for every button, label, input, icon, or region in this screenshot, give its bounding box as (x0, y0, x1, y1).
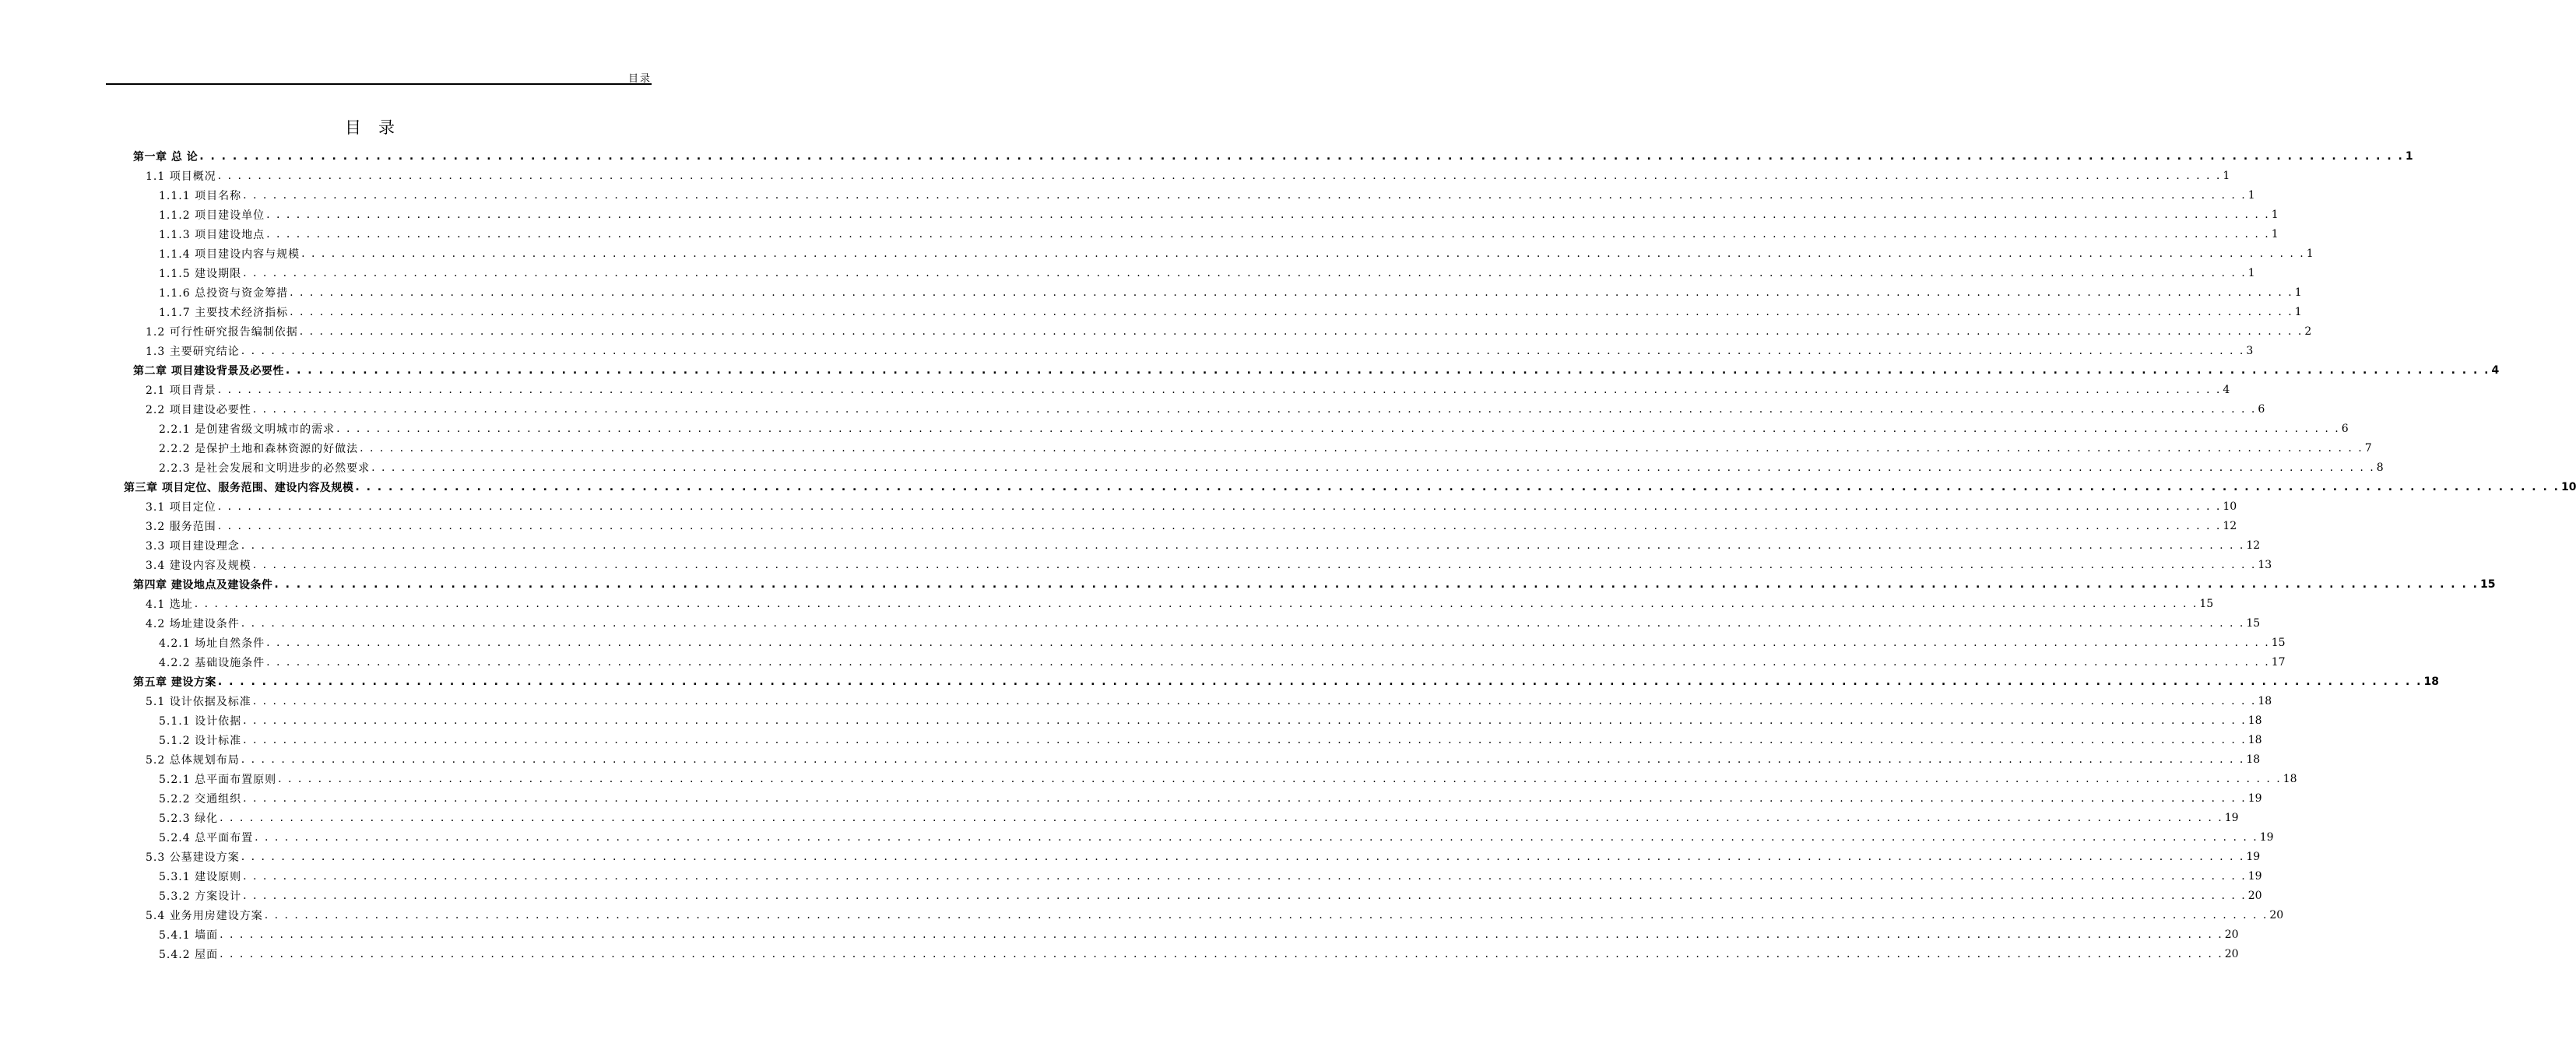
toc-entry[interactable] (159, 302, 2302, 321)
toc-entry-label: 第一章 总 论 (133, 150, 199, 163)
toc-entry-label: 3.2 服务范围 (146, 520, 216, 533)
toc-entry[interactable] (159, 224, 2279, 244)
toc-entry-label: 1.1.1 项目名称 (159, 189, 242, 202)
dot-leader: . . . . . . . . . . . . . . . . . . . . . . . . . . . . . . . . . . . . . . . . . . . . . . . . . . . . . . . . . . . . . . . . . . . . . . . . . . . . . . . . . . . . . . . . . . . . . . . . . . . . . . . . . . . . . . . . . . . . . . . . . . . . . . . . . . . . . . . . . . . . . . . . . . . . . . . . . . . . . . . . . . . . . . . . . . . . . . . . . . . . . . . . . . . . . . . . . . . . . . . . (290, 305, 2293, 318)
toc-entry[interactable] (146, 905, 2284, 925)
toc-entry[interactable] (159, 283, 2302, 302)
toc-entry[interactable] (159, 886, 2262, 905)
toc-entry[interactable] (159, 944, 2239, 964)
toc-entry-page: 8 (2376, 461, 2384, 474)
toc-entry-page: 1 (2223, 169, 2230, 182)
toc-entry-label: 5.1 设计依据及标准 (146, 695, 251, 708)
toc-entry-page: 4 (2223, 383, 2230, 396)
toc-entry[interactable] (146, 555, 2272, 574)
dot-leader: . . . . . . . . . . . . . . . . . . . . . . . . . . . . . . . . . . . . . . . . . . . . . . . . . . . . . . . . . . . . . . . . . . . . . . . . . . . . . . . . . . . . . . . . . . . . . . . . . . . . . . . . . . . . . . . . . . . . . . . . . . . . . . . . . . . . . . . . . . . . . . . . . . . . . . . . . . . . . . . . . . . . . . . . . . . . . . . . . . . . . . . . . . . . . . . . . . . . . . . . (243, 792, 2247, 805)
toc-entry-label: 1.1 项目概况 (146, 170, 216, 183)
toc-entry[interactable] (133, 146, 2413, 166)
dot-leader: . . . . . . . . . . . . . . . . . . . . . . . . . . . . . . . . . . . . . . . . . . . . . . . . . . . . . . . . . . . . . . . . . . . . . . . . . . . . . . . . . . . . . . . . . . . . . . . . . . . . . . . . . . . . . . . . . . . . . . . . . . . . . . . . . . . . . . . . . . . . . . . . . . . . . . . . . . . . . . . . . . . . . . . . . . . . . . . . . . . . . . . . . . . . . . . . . . . . . . . . (220, 947, 2223, 960)
toc-entry[interactable] (146, 749, 2261, 769)
toc-entry-page: 19 (2224, 811, 2239, 824)
toc-entry[interactable] (133, 672, 2439, 691)
toc-entry-page: 17 (2271, 655, 2286, 669)
dot-leader: . . . . . . . . . . . . . . . . . . . . . . . . . . . . . . . . . . . . . . . . . . . . . . . . . . . . . . . . . . . . . . . . . . . . . . . . . . . . . . . . . . . . . . . . . . . . . . . . . . . . . . . . . . . . . . . . . . . . . . . . . . . . . . . . . . . . . . . . . . . . . . . . . . . . . . . . . . . . . . . . . . . . . . . . . . . . . . . . . . . . . . . . . . . . . . . . . . . . . . . . (255, 830, 2258, 844)
toc-entry[interactable] (146, 166, 2230, 185)
toc-entry-page: 18 (2247, 733, 2262, 746)
dot-leader: . . . . . . . . . . . . . . . . . . . . . . . . . . . . . . . . . . . . . . . . . . . . . . . . . . . . . . . . . . . . . . . . . . . . . . . . . . . . . . . . . . . . . . . . . . . . . . . . . . . . . . . . . . . . . . . . . . . . . . . . . . . . . . . . . . . . . . . . . . . . . . . . . . . . . . . . . . . . . . . . . . . . . . . . . . . . . . . . . . . . . . . . . . . . . . . . . . . . . . . . (241, 616, 2245, 630)
toc-entry-label: 5.1.1 设计依据 (159, 714, 242, 728)
toc-entry-page: 1 (2247, 266, 2255, 279)
toc-entry[interactable] (146, 380, 2230, 399)
toc-entry-label: 2.2.3 是社会发展和文明进步的必然要求 (159, 462, 371, 475)
dot-leader: . . . . . . . . . . . . . . . . . . . . . . . . . . . . . . . . . . . . . . . . . . . . . . . . . . . . . . . . . . . . . . . . . . . . . . . . . . . . . . . . . . . . . . . . . . . . . . . . . . . . . . . . . . . . . . . . . . . . . . . . . . . . . . . . . . . . . . . . . . . . . . . . . . . . . . . . . . . . . . . . . . . . . . . . . . . . . . . . . . . . . . . . . . . . . . . . . . . . . . . . (243, 266, 2247, 279)
toc-title: 目录 (345, 118, 412, 137)
toc-entry[interactable] (146, 594, 2214, 613)
toc-entry[interactable] (146, 497, 2237, 516)
toc-entry-label: 4.2.2 基础设施条件 (159, 656, 265, 669)
toc-entry[interactable] (133, 360, 2500, 380)
dot-leader: . . . . . . . . . . . . . . . . . . . . . . . . . . . . . . . . . . . . . . . . . . . . . . . . . . . . . . . . . . . . . . . . . . . . . . . . . . . . . . . . . . . . . . . . . . . . . . . . . . . . . . . . . . . . . . . . . . . . . . . . . . . . . . . . . . . . . . . . . . . . . . . . . . . . . . . . . . . . . . . . . . . . . . . . . . . . . . . . . . . . . . . . . . . . . . . . . . . . . . . . (299, 325, 2304, 338)
toc-entry-page: 18 (2247, 714, 2262, 727)
toc-entry[interactable] (159, 827, 2274, 847)
toc-entry-label: 5.4.2 屋面 (159, 948, 219, 961)
toc-entry-page: 1 (2271, 208, 2279, 221)
toc-entry-label: 5.3.1 建设原则 (159, 870, 242, 883)
toc-entry[interactable] (159, 808, 2239, 827)
toc-entry-label: 5.4 业务用房建设方案 (146, 909, 263, 922)
toc-entry-label: 2.2.1 是创建省级文明城市的需求 (159, 423, 336, 436)
toc-entry[interactable] (146, 847, 2261, 866)
toc-entry[interactable] (159, 633, 2286, 652)
toc-entry-label: 1.1.2 项目建设单位 (159, 209, 265, 222)
toc-entry[interactable] (146, 613, 2261, 633)
toc-entry-label: 3.1 项目定位 (146, 500, 216, 514)
toc-entry-label: 5.2.2 交通组织 (159, 792, 242, 806)
toc-entry-label: 5.3.2 方案设计 (159, 890, 242, 903)
toc-entry-page: 19 (2247, 869, 2262, 883)
dot-leader: . . . . . . . . . . . . . . . . . . . . . . . . . . . . . . . . . . . . . . . . . . . . . . . . . . . . . . . . . . . . . . . . . . . . . . . . . . . . . . . . . . . . . . . . . . . . . . . . . . . . . . . . . . . . . . . . . . . . . . . . . . . . . . . . . . . . . . . . . . . . . . . . . . . . . . . . . . . . . . . . . . . . . . . . . . . . . . . . . . . . . . . . . . . . . . . . . . . . . . . . (264, 908, 2268, 921)
dot-leader: . . . . . . . . . . . . . . . . . . . . . . . . . . . . . . . . . . . . . . . . . . . . . . . . . . . . . . . . . . . . . . . . . . . . . . . . . . . . . . . . . . . . . . . . . . . . . . . . . . . . . . . . . . . . . . . . . . . . . . . . . . . . . . . . . . . . . . . . . . . . . . . . . . . . . . . . . . . . . . . . . . . . . . . . . . . . . . . . . . . . . . . . . . . . . . . . . . . . . . . . (266, 636, 2270, 649)
toc-entry-page: 18 (2283, 772, 2297, 785)
dot-leader: . . . . . . . . . . . . . . . . . . . . . . . . . . . . . . . . . . . . . . . . . . . . . . . . . . . . . . . . . . . . . . . . . . . . . . . . . . . . . . . . . . . . . . . . . . . . . . . . . . . . . . . . . . . . . . . . . . . . . . . . . . . . . . . . . . . . . . . . . . . . . . . . . . . . . . . . . . . . . . . . . . . . . . . . . . . . . . . . . . . . . . . . . . . . . . . . . . . . . . . . (243, 733, 2247, 746)
dot-leader: . . . . . . . . . . . . . . . . . . . . . . . . . . . . . . . . . . . . . . . . . . . . . . . . . . . . . . . . . . . . . . . . . . . . . . . . . . . . . . . . . . . . . . . . . . . . . . . . . . . . . . . . . . . . . . . . . . . . . . . . . . . . . . . . . . . . . . . . . . . . . . . . . . . . . . . . . . . . . . . . . . . . . . . . . . . . . . . . . . . . . . . . . . . . . . . . . . . . . . . . (266, 208, 2270, 221)
dot-leader: . . . . . . . . . . . . . . . . . . . . . . . . . . . . . . . . . . . . . . . . . . . . . . . . . . . . . . . . . . . . . . . . . . . . . . . . . . . . . . . . . . . . . . . . . . . . . . . . . . . . . . . . . . . . . . . . . . . . . . . . . . . . . . . . . . . . . . . . . . . . . . . . . . . . . . . . . . . . . . . . . . . . . . . . . . . . . . . . . . . . . . . . . . . . . . . . . . . . . . . . (243, 714, 2247, 727)
toc-entry-label: 2.2 项目建设必要性 (146, 403, 251, 416)
toc-entry-label: 1.1.6 总投资与资金筹措 (159, 286, 289, 300)
toc-entry[interactable] (159, 925, 2239, 944)
dot-leader: . . . . . . . . . . . . . . . . . . . . . . . . . . . . . . . . . . . . . . . . . . . . . . . . . . . . . . . . . . . . . . . . . . . . . . . . . . . . . . . . . . . . . . . . . . . . . . . . . . . . . . . . . . . . . . . . . . . . . . . . . . . . . . . . . . . . . . . . . . . . . . . . . . . . . . . . . . . . . . . . . . . . . . . . . . . . . . . . . . . . . . . . . . . . . . . . . . . . . . . . (266, 655, 2270, 669)
header-rule (106, 83, 652, 85)
toc-entry-label: 5.2 总体规划布局 (146, 753, 240, 767)
toc-entry-label: 5.2.1 总平面布置原则 (159, 773, 277, 786)
toc-entry-page: 6 (2341, 422, 2349, 435)
toc-entry-label: 3.3 项目建设理念 (146, 539, 240, 553)
toc-entry[interactable] (159, 652, 2286, 672)
toc-entry[interactable] (124, 477, 2576, 497)
toc-entry-label: 4.2 场址建设条件 (146, 617, 240, 630)
dot-leader: . . . . . . . . . . . . . . . . . . . . . . . . . . . . . . . . . . . . . . . . . . . . . . . . . . . . . . . . . . . . . . . . . . . . . . . . . . . . . . . . . . . . . . . . . . . . . . . . . . . . . . . . . . . . . . . . . . . . . . . . . . . . . . . . . . . . . . . . . . . . . . . . . . . . . . . . . . . . . . . . . . . . . . . . . . . . . . . . . . . . . . . . . . . . . . . . . . . . . . . . (241, 344, 2245, 357)
toc-entry[interactable] (159, 711, 2262, 730)
toc-entry-page: 4 (2491, 363, 2500, 377)
toc-entry[interactable] (146, 516, 2237, 535)
toc-entry-page: 7 (2364, 441, 2372, 455)
toc-entry[interactable] (146, 341, 2254, 360)
table-of-contents (0, 146, 2576, 964)
toc-entry[interactable] (133, 574, 2496, 594)
toc-entry-page: 18 (2246, 753, 2261, 766)
toc-entry-page: 20 (2224, 928, 2239, 941)
toc-entry-label: 5.2.4 总平面布置 (159, 831, 254, 844)
dot-leader: . . . . . . . . . . . . . . . . . . . . . . . . . . . . . . . . . . . . . . . . . . . . . . . . . . . . . . . . . . . . . . . . . . . . . . . . . . . . . . . . . . . . . . . . . . . . . . . . . . . . . . . . . . . . . . . . . . . . . . . . . . . . . . . . . . . . . . . . . . . . . . . . . . . . . . . . . . . . . . . . . . . . . . . . . . . . . . . . . . . . . . . . . . . . . . . . . . . . . . . . (274, 577, 2479, 591)
toc-entry[interactable] (146, 691, 2272, 711)
toc-entry-page: 13 (2258, 558, 2272, 571)
toc-entry-label: 1.1.7 主要技术经济指标 (159, 306, 289, 319)
dot-leader: . . . . . . . . . . . . . . . . . . . . . . . . . . . . . . . . . . . . . . . . . . . . . . . . . . . . . . . . . . . . . . . . . . . . . . . . . . . . . . . . . . . . . . . . . . . . . . . . . . . . . . . . . . . . . . . . . . . . . . . . . . . . . . . . . . . . . . . . . . . . . . . . . . . . . . . . . . . . . . . . . . . . . . . . . . . . . . . . . . . . . . . . . . . . . . . . . . . . . . . . (243, 869, 2247, 883)
toc-entry-label: 1.2 可行性研究报告编制依据 (146, 325, 298, 339)
dot-leader: . . . . . . . . . . . . . . . . . . . . . . . . . . . . . . . . . . . . . . . . . . . . . . . . . . . . . . . . . . . . . . . . . . . . . . . . . . . . . . . . . . . . . . . . . . . . . . . . . . . . . . . . . . . . . . . . . . . . . . . . . . . . . . . . . . . . . . . . . . . . . . . . . . . . . . . . . . . . . . . . . . . . . . . . . . . . . . . . . . . . . . . . . . . . . . . . . . . . . . . . (220, 811, 2223, 824)
toc-entry-label: 5.1.2 设计标准 (159, 734, 242, 747)
toc-entry-page: 19 (2259, 830, 2274, 844)
toc-entry-page: 18 (2423, 675, 2439, 688)
dot-leader: . . . . . . . . . . . . . . . . . . . . . . . . . . . . . . . . . . . . . . . . . . . . . . . . . . . . . . . . . . . . . . . . . . . . . . . . . . . . . . . . . . . . . . . . . . . . . . . . . . . . . . . . . . . . . . . . . . . . . . . . . . . . . . . . . . . . . . . . . . . . . . . . . . . . . . . . . . . . . . . . . . . . . . . . . . . . . . . . . . . . . . . . . . . . . . . . . . . . . . . . (285, 363, 2490, 377)
dot-leader: . . . . . . . . . . . . . . . . . . . . . . . . . . . . . . . . . . . . . . . . . . . . . . . . . . . . . . . . . . . . . . . . . . . . . . . . . . . . . . . . . . . . . . . . . . . . . . . . . . . . . . . . . . . . . . . . . . . . . . . . . . . . . . . . . . . . . . . . . . . . . . . . . . . . . . . . . . . . . . . . . . . . . . . . . . . . . . . . . . . . . . . . . . . . . . . . . . . . . . . . (217, 500, 2222, 513)
toc-entry-page: 20 (2269, 908, 2284, 921)
toc-entry[interactable] (159, 205, 2279, 224)
toc-entry-label: 第二章 项目建设背景及必要性 (133, 364, 284, 377)
toc-entry-label: 1.1.3 项目建设地点 (159, 228, 265, 241)
dot-leader: . . . . . . . . . . . . . . . . . . . . . . . . . . . . . . . . . . . . . . . . . . . . . . . . . . . . . . . . . . . . . . . . . . . . . . . . . . . . . . . . . . . . . . . . . . . . . . . . . . . . . . . . . . . . . . . . . . . . . . . . . . . . . . . . . . . . . . . . . . . . . . . . . . . . . . . . . . . . . . . . . . . . . . . . . . . . . . . . . . . . . . . . . . . . . . . . . . . . . . . . (217, 675, 2423, 688)
dot-leader: . . . . . . . . . . . . . . . . . . . . . . . . . . . . . . . . . . . . . . . . . . . . . . . . . . . . . . . . . . . . . . . . . . . . . . . . . . . . . . . . . . . . . . . . . . . . . . . . . . . . . . . . . . . . . . . . . . . . . . . . . . . . . . . . . . . . . . . . . . . . . . . . . . . . . . . . . . . . . . . . . . . . . . . . . . . . . . . . . . . . . . . . . . . . . . . . . . . . . . . . (336, 422, 2340, 435)
toc-entry-label: 第三章 项目定位、服务范围、建设内容及规模 (124, 481, 354, 494)
toc-entry[interactable] (146, 321, 2312, 341)
toc-entry-label: 1.3 主要研究结论 (146, 345, 240, 358)
dot-leader: . . . . . . . . . . . . . . . . . . . . . . . . . . . . . . . . . . . . . . . . . . . . . . . . . . . . . . . . . . . . . . . . . . . . . . . . . . . . . . . . . . . . . . . . . . . . . . . . . . . . . . . . . . . . . . . . . . . . . . . . . . . . . . . . . . . . . . . . . . . . . . . . . . . . . . . . . . . . . . . . . . . . . . . . . . . . . . . . . . . . . . . . . . . . . . . . . . . . . . . . (241, 539, 2245, 552)
dot-leader: . . . . . . . . . . . . . . . . . . . . . . . . . . . . . . . . . . . . . . . . . . . . . . . . . . . . . . . . . . . . . . . . . . . . . . . . . . . . . . . . . . . . . . . . . . . . . . . . . . . . . . . . . . . . . . . . . . . . . . . . . . . . . . . . . . . . . . . . . . . . . . . . . . . . . . . . . . . . . . . . . . . . . . . . . . . . . . . . . . . . . . . . . . . . . . . . . . . . . . . . (371, 461, 2375, 474)
dot-leader: . . . . . . . . . . . . . . . . . . . . . . . . . . . . . . . . . . . . . . . . . . . . . . . . . . . . . . . . . . . . . . . . . . . . . . . . . . . . . . . . . . . . . . . . . . . . . . . . . . . . . . . . . . . . . . . . . . . . . . . . . . . . . . . . . . . . . . . . . . . . . . . . . . . . . . . . . . . . . . . . . . . . . . . . . . . . . . . . . . . . . . . . . . . . . . . . . . . . . . . . (220, 928, 2223, 941)
dot-leader: . . . . . . . . . . . . . . . . . . . . . . . . . . . . . . . . . . . . . . . . . . . . . . . . . . . . . . . . . . . . . . . . . . . . . . . . . . . . . . . . . . . . . . . . . . . . . . . . . . . . . . . . . . . . . . . . . . . . . . . . . . . . . . . . . . . . . . . . . . . . . . . . . . . . . . . . . . . . . . . . . . . . . . . . . . . . . . . . . . . . . . . . . . . . . . . . . . . . . . . . (217, 383, 2222, 396)
toc-entry[interactable] (159, 730, 2262, 749)
dot-leader: . . . . . . . . . . . . . . . . . . . . . . . . . . . . . . . . . . . . . . . . . . . . . . . . . . . . . . . . . . . . . . . . . . . . . . . . . . . . . . . . . . . . . . . . . . . . . . . . . . . . . . . . . . . . . . . . . . . . . . . . . . . . . . . . . . . . . . . . . . . . . . . . . . . . . . . . . . . . . . . . . . . . . . . . . . . . . . . . . . . . . . . . . . . . . . . . . . . . . . . . (301, 247, 2305, 260)
running-header: 目录 (627, 73, 652, 85)
dot-leader: . . . . . . . . . . . . . . . . . . . . . . . . . . . . . . . . . . . . . . . . . . . . . . . . . . . . . . . . . . . . . . . . . . . . . . . . . . . . . . . . . . . . . . . . . . . . . . . . . . . . . . . . . . . . . . . . . . . . . . . . . . . . . . . . . . . . . . . . . . . . . . . . . . . . . . . . . . . . . . . . . . . . . . . . . . . . . . . . . . . . . . . . . . . . . . . . . . . . . . . . (278, 772, 2282, 785)
toc-entry-page: 15 (2199, 597, 2214, 610)
toc-entry-label: 1.1.4 项目建设内容与规模 (159, 247, 300, 261)
dot-leader: . . . . . . . . . . . . . . . . . . . . . . . . . . . . . . . . . . . . . . . . . . . . . . . . . . . . . . . . . . . . . . . . . . . . . . . . . . . . . . . . . . . . . . . . . . . . . . . . . . . . . . . . . . . . . . . . . . . . . . . . . . . . . . . . . . . . . . . . . . . . . . . . . . . . . . . . . . . . . . . . . . . . . . . . . . . . . . . . . . . . . . . . . . . . . . . . . . . . . . . . (241, 753, 2245, 766)
toc-entry-label: 2.2.2 是保护土地和森林资源的好做法 (159, 442, 359, 455)
toc-entry[interactable] (159, 244, 2314, 263)
toc-entry[interactable] (159, 438, 2372, 458)
dot-leader: . . . . . . . . . . . . . . . . . . . . . . . . . . . . . . . . . . . . . . . . . . . . . . . . . . . . . . . . . . . . . . . . . . . . . . . . . . . . . . . . . . . . . . . . . . . . . . . . . . . . . . . . . . . . . . . . . . . . . . . . . . . . . . . . . . . . . . . . . . . . . . . . . . . . . . . . . . . . . . . . . . . . . . . . . . . . . . . . . . . . . . . . . . . . . . . . . . . . . . . . (217, 519, 2222, 532)
toc-entry-label: 第五章 建设方案 (133, 676, 216, 689)
toc-entry[interactable] (159, 185, 2255, 205)
dot-leader: . . . . . . . . . . . . . . . . . . . . . . . . . . . . . . . . . . . . . . . . . . . . . . . . . . . . . . . . . . . . . . . . . . . . . . . . . . . . . . . . . . . . . . . . . . . . . . . . . . . . . . . . . . . . . . . . . . . . . . . . . . . . . . . . . . . . . . . . . . . . . . . . . . . . . . . . . . . . . . . . . . . . . . . . . . . . . . . . . . . . . . . . . . . . . . . . . . . . . . . . (217, 169, 2222, 182)
dot-leader: . . . . . . . . . . . . . . . . . . . . . . . . . . . . . . . . . . . . . . . . . . . . . . . . . . . . . . . . . . . . . . . . . . . . . . . . . . . . . . . . . . . . . . . . . . . . . . . . . . . . . . . . . . . . . . . . . . . . . . . . . . . . . . . . . . . . . . . . . . . . . . . . . . . . . . . . . . . . . . . . . . . . . . . . . . . . . . . . . . . . . . . . . . . . . . . . . . . . . . . . (252, 694, 2257, 707)
toc-entry-label: 5.3 公墓建设方案 (146, 851, 240, 864)
dot-leader: . . . . . . . . . . . . . . . . . . . . . . . . . . . . . . . . . . . . . . . . . . . . . . . . . . . . . . . . . . . . . . . . . . . . . . . . . . . . . . . . . . . . . . . . . . . . . . . . . . . . . . . . . . . . . . . . . . . . . . . . . . . . . . . . . . . . . . . . . . . . . . . . . . . . . . . . . . . . . . . . . . . . . . . . . . . . . . . . . . . . . . . . . . . . . . . . . . . . . . . . (290, 286, 2293, 299)
dot-leader: . . . . . . . . . . . . . . . . . . . . . . . . . . . . . . . . . . . . . . . . . . . . . . . . . . . . . . . . . . . . . . . . . . . . . . . . . . . . . . . . . . . . . . . . . . . . . . . . . . . . . . . . . . . . . . . . . . . . . . . . . . . . . . . . . . . . . . . . . . . . . . . . . . . . . . . . . . . . . . . . . . . . . . . . . . . . . . . . . . . . . . . . . . . . . . . . . . . . . . . . (241, 850, 2245, 863)
toc-entry-page: 1 (2306, 247, 2314, 260)
toc-entry-label: 4.2.1 场址自然条件 (159, 637, 265, 650)
toc-entry-page: 1 (2405, 149, 2413, 163)
toc-entry-label: 2.1 项目背景 (146, 384, 216, 397)
toc-entry[interactable] (159, 788, 2262, 808)
toc-entry-page: 1 (2294, 305, 2302, 318)
dot-leader: . . . . . . . . . . . . . . . . . . . . . . . . . . . . . . . . . . . . . . . . . . . . . . . . . . . . . . . . . . . . . . . . . . . . . . . . . . . . . . . . . . . . . . . . . . . . . . . . . . . . . . . . . . . . . . . . . . . . . . . . . . . . . . . . . . . . . . . . . . . . . . . . . . . . . . . . . . . . . . . . . . . . . . . . . . . . . . . . . . . . . . . . . . . . . . . . . . . . . . . . (252, 402, 2257, 416)
dot-leader: . . . . . . . . . . . . . . . . . . . . . . . . . . . . . . . . . . . . . . . . . . . . . . . . . . . . . . . . . . . . . . . . . . . . . . . . . . . . . . . . . . . . . . . . . . . . . . . . . . . . . . . . . . . . . . . . . . . . . . . . . . . . . . . . . . . . . . . . . . . . . . . . . . . . . . . . . . . . . . . . . . . . . . . . . . . . . . . . . . . . . . . . . . . . . . . . . . . . . . . . (199, 149, 2404, 163)
toc-entry-page: 12 (2223, 519, 2237, 532)
toc-entry-label: 5.2.3 绿化 (159, 812, 219, 825)
toc-entry[interactable] (159, 419, 2349, 438)
toc-entry-page: 10 (2560, 480, 2576, 493)
dot-leader: . . . . . . . . . . . . . . . . . . . . . . . . . . . . . . . . . . . . . . . . . . . . . . . . . . . . . . . . . . . . . . . . . . . . . . . . . . . . . . . . . . . . . . . . . . . . . . . . . . . . . . . . . . . . . . . . . . . . . . . . . . . . . . . . . . . . . . . . . . . . . . . . . . . . . . . . . . . . . . . . . . . . . . . . . . . . . . . . . . . . . . . . . . . . . . . . . . . . . . . . (355, 480, 2560, 493)
toc-entry-page: 1 (2294, 286, 2302, 299)
toc-entry-page: 20 (2224, 947, 2239, 960)
toc-entry[interactable] (159, 866, 2262, 886)
toc-entry-label: 1.1.5 建设期限 (159, 267, 242, 280)
toc-entry-label: 第四章 建设地点及建设条件 (133, 578, 273, 591)
toc-entry-page: 6 (2258, 402, 2265, 416)
toc-entry[interactable] (146, 399, 2265, 419)
dot-leader: . . . . . . . . . . . . . . . . . . . . . . . . . . . . . . . . . . . . . . . . . . . . . . . . . . . . . . . . . . . . . . . . . . . . . . . . . . . . . . . . . . . . . . . . . . . . . . . . . . . . . . . . . . . . . . . . . . . . . . . . . . . . . . . . . . . . . . . . . . . . . . . . . . . . . . . . . . . . . . . . . . . . . . . . . . . . . . . . . . . . . . . . . . . . . . . . . . . . . . . . (243, 889, 2247, 902)
toc-entry-page: 12 (2246, 539, 2261, 552)
toc-entry-page: 1 (2247, 188, 2255, 202)
toc-entry-page: 10 (2223, 500, 2237, 513)
toc-entry[interactable] (159, 263, 2255, 283)
dot-leader: . . . . . . . . . . . . . . . . . . . . . . . . . . . . . . . . . . . . . . . . . . . . . . . . . . . . . . . . . . . . . . . . . . . . . . . . . . . . . . . . . . . . . . . . . . . . . . . . . . . . . . . . . . . . . . . . . . . . . . . . . . . . . . . . . . . . . . . . . . . . . . . . . . . . . . . . . . . . . . . . . . . . . . . . . . . . . . . . . . . . . . . . . . . . . . . . . . . . . . . . (266, 227, 2270, 240)
toc-entry-label: 5.4.1 墙面 (159, 928, 219, 942)
toc-entry-page: 19 (2247, 792, 2262, 805)
toc-entry-label: 3.4 建设内容及规模 (146, 559, 251, 572)
toc-entry-page: 20 (2247, 889, 2262, 902)
toc-entry-page: 15 (2246, 616, 2261, 630)
dot-leader: . . . . . . . . . . . . . . . . . . . . . . . . . . . . . . . . . . . . . . . . . . . . . . . . . . . . . . . . . . . . . . . . . . . . . . . . . . . . . . . . . . . . . . . . . . . . . . . . . . . . . . . . . . . . . . . . . . . . . . . . . . . . . . . . . . . . . . . . . . . . . . . . . . . . . . . . . . . . . . . . . . . . . . . . . . . . . . . . . . . . . . . . . . . . . . . . . . . . . . . . (252, 558, 2257, 571)
toc-entry-page: 2 (2304, 325, 2312, 338)
toc-entry-page: 15 (2271, 636, 2286, 649)
toc-entry-label: 4.1 选址 (146, 598, 193, 611)
dot-leader: . . . . . . . . . . . . . . . . . . . . . . . . . . . . . . . . . . . . . . . . . . . . . . . . . . . . . . . . . . . . . . . . . . . . . . . . . . . . . . . . . . . . . . . . . . . . . . . . . . . . . . . . . . . . . . . . . . . . . . . . . . . . . . . . . . . . . . . . . . . . . . . . . . . . . . . . . . . . . . . . . . . . . . . . . . . . . . . . . . . . . . . . . . . . . . . . . . . . . . . . (360, 441, 2363, 455)
toc-entry[interactable] (146, 535, 2261, 555)
toc-entry[interactable] (159, 769, 2297, 788)
toc-entry[interactable] (159, 458, 2384, 477)
toc-entry-page: 1 (2271, 227, 2279, 240)
toc-entry-page: 15 (2479, 577, 2496, 591)
toc-entry-page: 3 (2246, 344, 2254, 357)
toc-entry-page: 18 (2258, 694, 2272, 707)
dot-leader: . . . . . . . . . . . . . . . . . . . . . . . . . . . . . . . . . . . . . . . . . . . . . . . . . . . . . . . . . . . . . . . . . . . . . . . . . . . . . . . . . . . . . . . . . . . . . . . . . . . . . . . . . . . . . . . . . . . . . . . . . . . . . . . . . . . . . . . . . . . . . . . . . . . . . . . . . . . . . . . . . . . . . . . . . . . . . . . . . . . . . . . . . . . . . . . . . . . . . . . . (194, 597, 2198, 610)
dot-leader: . . . . . . . . . . . . . . . . . . . . . . . . . . . . . . . . . . . . . . . . . . . . . . . . . . . . . . . . . . . . . . . . . . . . . . . . . . . . . . . . . . . . . . . . . . . . . . . . . . . . . . . . . . . . . . . . . . . . . . . . . . . . . . . . . . . . . . . . . . . . . . . . . . . . . . . . . . . . . . . . . . . . . . . . . . . . . . . . . . . . . . . . . . . . . . . . . . . . . . . . (243, 188, 2247, 202)
toc-entry-page: 19 (2246, 850, 2261, 863)
